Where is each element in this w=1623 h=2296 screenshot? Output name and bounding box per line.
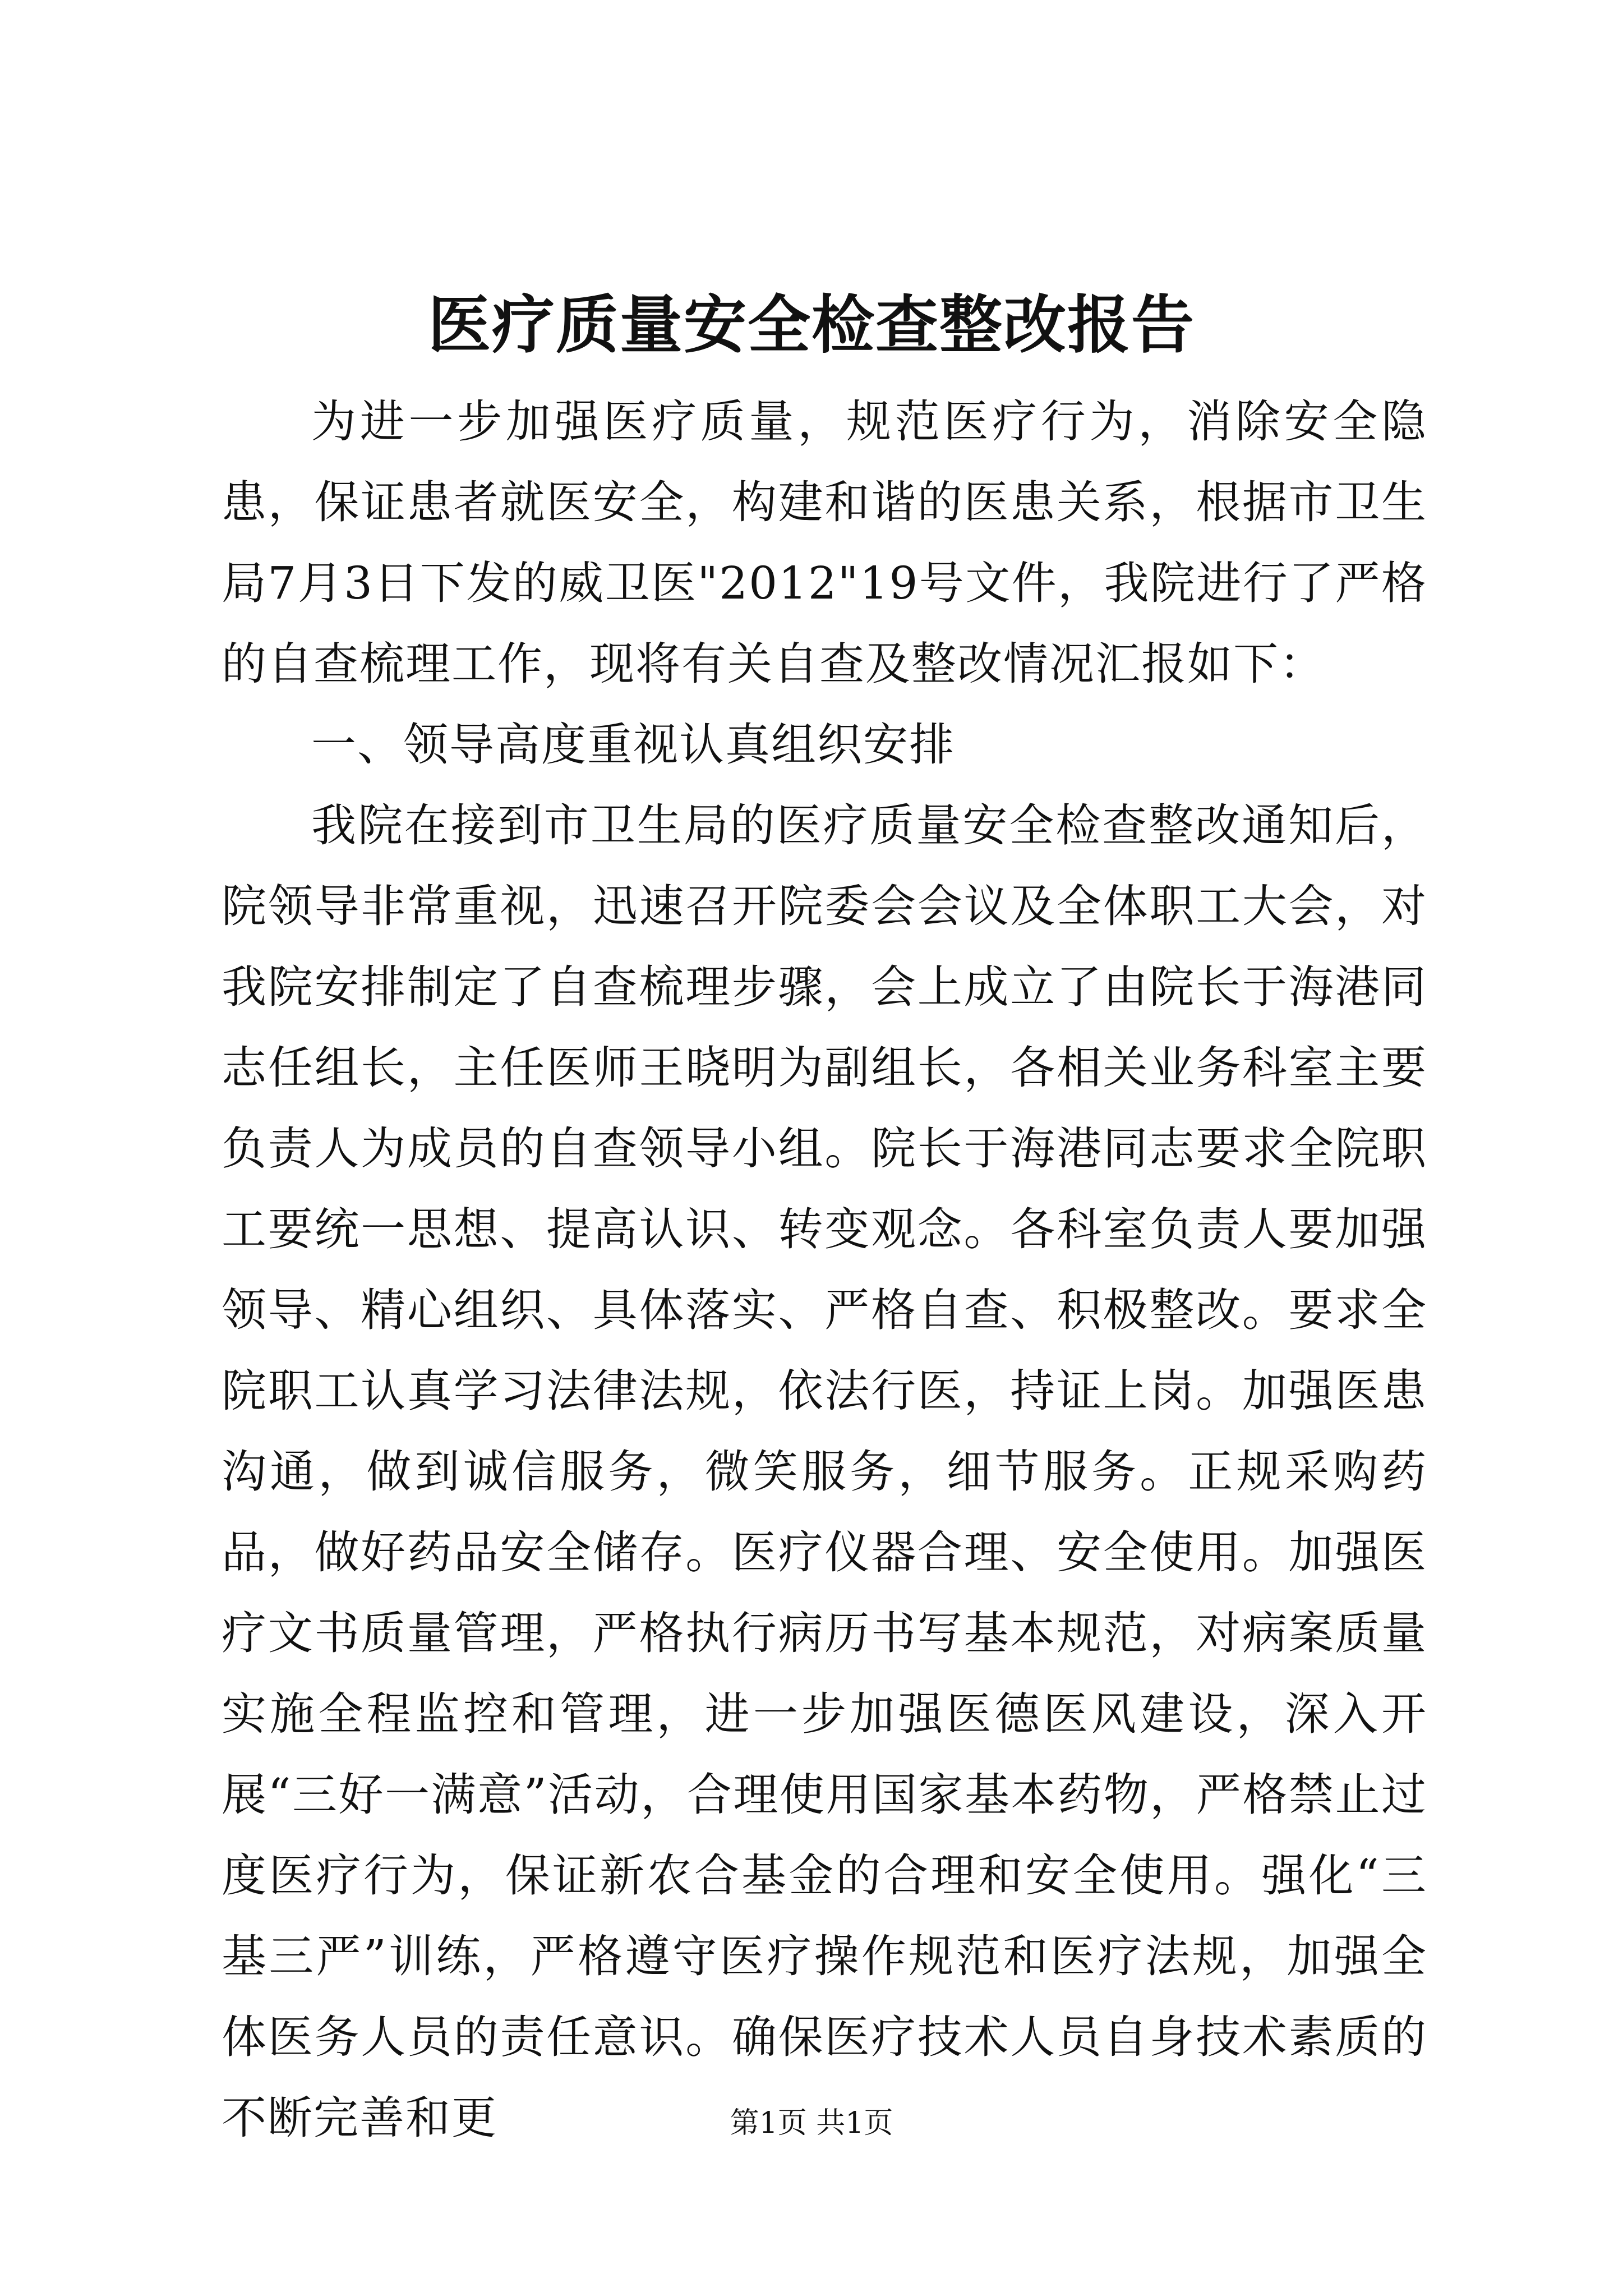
- document-body: [222, 381, 1427, 2159]
- body-paragraph: 我院在接到市卫生局的医疗质量安全检查整改通知后，院领导非常重视，迅速召开院委会会议及全体职工大会，对我院安排制定了自查梳理步骤，会上成立了由院长于海港同志任组长，主任医师王晓明为副组长，各相关业务科室主要负责人为成员的自查领导小组。院长于海港同志要求全院职工要统一思想、提高认识、转变观念。各科室负责人要加强领导、精心组织、具体落实、严格自查、积极整改。要求全院职工认真学习法律法规，依法行医，持证上岗。加强医患沟通，做到诚信服务，微笑服务，细节服务。正规采购药品，做好药品安全储存。医疗仪器合理、安全使用。加强医疗文书质量管理，严格执行病历书写基本规范，对病案质量实施全程监控和管理，进一步加强医德医风建设，深入开展“三好一满意”活动，合理使用国家基本药物，严格禁止过度医疗行为，保证新农合基金的合理和安全使用。强化“三基三严”训练，严格遵守医疗操作规范和医疗法规，加强全体医务人员的责任意识。确保医疗技术人员自身技术素质的不断完善和更: [222, 799, 1427, 2144]
- page-number-footer: 第1页 共1页: [730, 2106, 893, 2140]
- document-title: 医疗质量安全检查整改报告: [428, 288, 1195, 362]
- section-heading-1: 一、领导高度重视认真组织安排: [311, 719, 955, 771]
- intro-paragraph: 为进一步加强医疗质量，规范医疗行为，消除安全隐患，保证患者就医安全，构建和谐的医患关系，根据市卫生局7月3日下发的威卫医"2012"19号文件，我院进行了严格的自查梳理工作，现将有关自查及整改情况汇报如下：: [222, 395, 1427, 690]
